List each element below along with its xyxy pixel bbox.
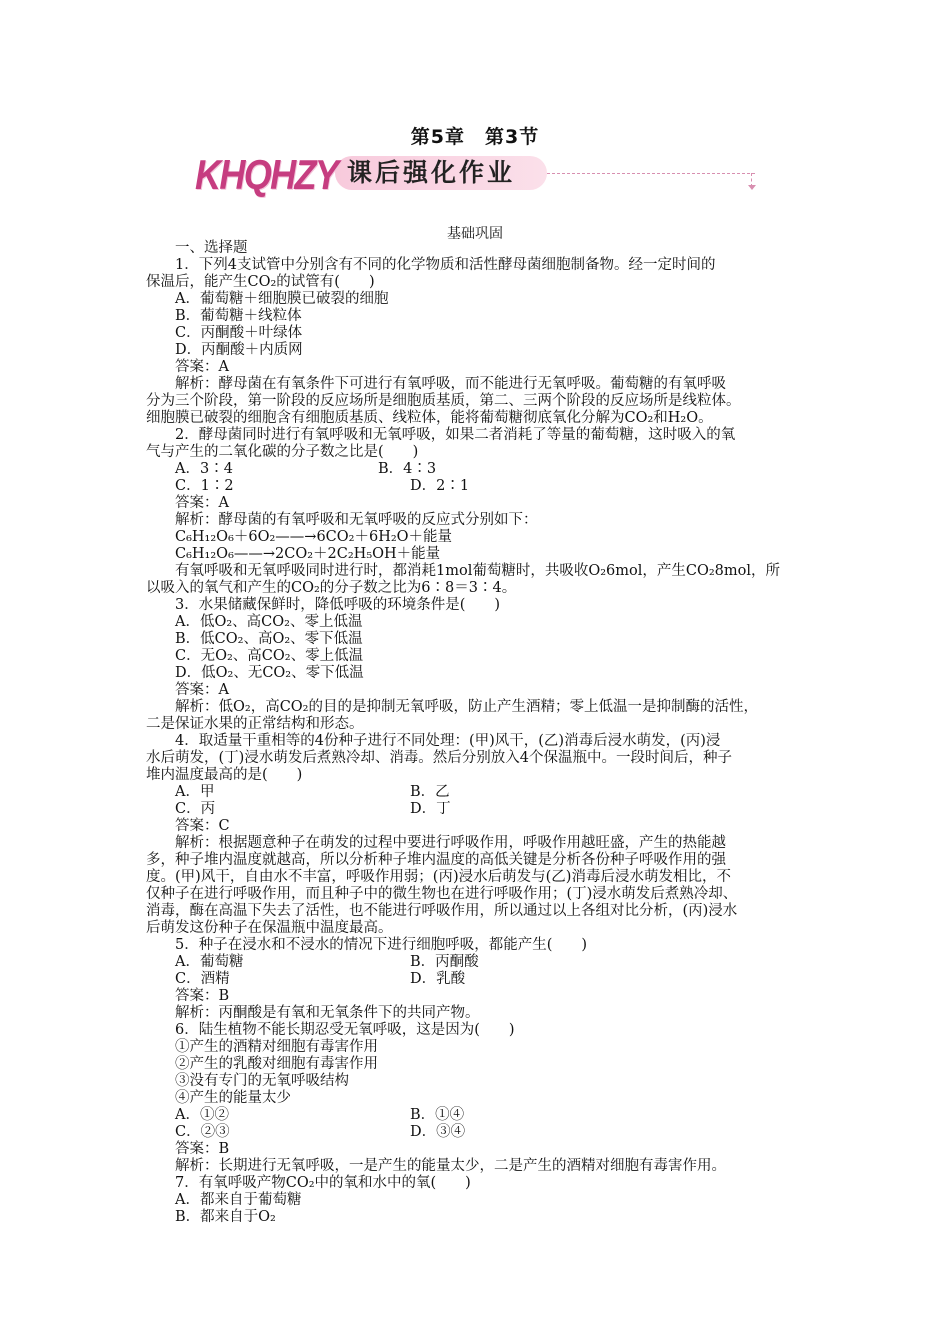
q6-option-a: A．①② (175, 1107, 229, 1123)
q3-answer: 答案：A (175, 682, 229, 698)
q2-option-b: B．4∶3 (378, 461, 437, 477)
q3-stem-line: 3．水果储藏保鲜时，降低呼吸的环境条件是( ) (175, 597, 501, 613)
question-list (146, 240, 807, 1226)
section-title: 基础巩固 (447, 226, 503, 242)
q6-option-c: C．②③ (175, 1124, 230, 1140)
q7-stem-line: 7．有氧呼吸产物CO₂中的氧和水中的氧( ) (175, 1175, 471, 1191)
q6-statement: ②产生的乳酸对细胞有毒害作用 (175, 1056, 378, 1072)
q5-stem-line: 5．种子在浸水和不浸水的情况下进行细胞呼吸，都能产生( ) (175, 937, 588, 953)
q1-explanation: 解析：酵母菌在有氧条件下可进行有氧呼吸，而不能进行无氧呼吸。葡萄糖的有氧呼吸 (175, 376, 726, 392)
q5-option-d: D．乳酸 (410, 971, 466, 987)
q6-options-row (175, 1107, 807, 1124)
q7-option-b: B．都来自于O₂ (175, 1209, 276, 1225)
q2-equation: C₆H₁₂O₆＋6O₂——→6CO₂＋6H₂O＋能量 (175, 529, 453, 545)
q4-answer: 答案：C (175, 818, 230, 834)
q7-option-a: A．都来自于葡萄糖 (175, 1192, 302, 1208)
q4-option-b: B．乙 (410, 784, 450, 800)
q2-explanation: 解析：酵母菌的有氧呼吸和无氧呼吸的反应式分别如下： (175, 512, 538, 528)
q3-option-b: B．低CO₂、高O₂、零下低温 (175, 631, 363, 647)
q6-options-row (175, 1124, 807, 1141)
q2-answer: 答案：A (175, 495, 229, 511)
q3-explanation: 解析：低O₂，高CO₂的目的是抑制无氧呼吸，防止产生酒精；零上低温一是抑制酶的活性， (175, 699, 758, 715)
q6-statement: ④产生的能量太少 (175, 1090, 291, 1106)
q4-explanation: 度。(甲)风干，自由水不丰富，呼吸作用弱；(丙)浸水后萌发与(乙)消毒后浸水萌发相比，不 (146, 869, 731, 885)
q3-option-c: C．无O₂、高CO₂、零上低温 (175, 648, 364, 664)
q5-option-a: A．葡萄糖 (175, 954, 244, 970)
q1-option-c: C．丙酮酸＋叶绿体 (175, 325, 303, 341)
q4-option-a: A．甲 (175, 784, 215, 800)
q1-explanation: 分为三个阶段，第一阶段的反应场所是细胞质基质，第二、三两个阶段的反应场所是线粒体。 (146, 393, 741, 409)
q2-stem-line: 气与产生的二氧化碳的分子数之比是( ) (146, 444, 419, 460)
q2-option-a: A．3∶4 (175, 461, 233, 477)
banner-arrow-icon (751, 173, 752, 187)
q1-option-b: B．葡萄糖＋线粒体 (175, 308, 302, 324)
q2-options-row (175, 478, 807, 495)
q4-stem-line: 水后萌发，(丁)浸水萌发后煮熟冷却、消毒。然后分别放入4个保温瓶中。一段时间后，种子 (146, 750, 733, 766)
q1-stem-line: 保温后，能产生CO₂的试管有( ) (146, 274, 375, 290)
q4-options-row (175, 784, 807, 801)
brand-logo: KHQHZY (195, 151, 338, 198)
q3-option-a: A．低O₂、高CO₂、零上低温 (175, 614, 363, 630)
q5-option-b: B．丙酮酸 (410, 954, 479, 970)
q6-stem-line: 6．陆生植物不能长期忍受无氧呼吸，这是因为( ) (175, 1022, 515, 1038)
q4-explanation: 解析：根据题意种子在萌发的过程中要进行呼吸作用，呼吸作用越旺盛，产生的热能越 (175, 835, 726, 851)
q2-option-c: C．1∶2 (175, 478, 234, 494)
chapter-heading: 第5章 第3节 (410, 126, 540, 148)
q6-statement: ③没有专门的无氧呼吸结构 (175, 1073, 349, 1089)
q1-option-d: D．丙酮酸＋内质网 (175, 342, 303, 358)
q1-stem-line: 1．下列4支试管中分别含有不同的化学物质和活性酵母菌细胞制备物。经一定时间的 (175, 257, 716, 273)
q6-answer: 答案：B (175, 1141, 230, 1157)
q2-equation: C₆H₁₂O₆——→2CO₂＋2C₂H₅OH＋能量 (175, 546, 441, 562)
q1-option-a: A．葡萄糖＋细胞膜已破裂的细胞 (175, 291, 389, 307)
q4-explanation: 后萌发这份种子在保温瓶中温度最高。 (146, 920, 393, 936)
q3-option-d: D．低O₂、无CO₂、零下低温 (175, 665, 364, 681)
q5-option-c: C．酒精 (175, 971, 230, 987)
q4-explanation: 仅种子在进行呼吸作用，而且种子中的微生物也在进行呼吸作用；(丁)浸水萌发后煮熟冷却、 (146, 886, 738, 902)
q3-explanation: 二是保证水果的正常结构和形态。 (146, 716, 364, 732)
q2-explanation: 以吸入的氧气和产生的CO₂的分子数之比为6∶8＝3∶4。 (146, 580, 517, 596)
q4-option-c: C．丙 (175, 801, 216, 817)
q4-stem-line: 堆内温度最高的是( ) (146, 767, 303, 783)
q4-option-d: D．丁 (410, 801, 451, 817)
q5-options-row (175, 954, 807, 971)
q2-option-d: D．2∶1 (410, 478, 470, 494)
q4-options-row (175, 801, 807, 818)
q2-stem-line: 2．酵母菌同时进行有氧呼吸和无氧呼吸，如果二者消耗了等量的葡萄糖，这时吸入的氧 (175, 427, 736, 443)
homework-banner (195, 152, 765, 200)
banner-dashed-line (547, 173, 755, 174)
q1-answer: 答案：A (175, 359, 229, 375)
q2-options-row (175, 461, 807, 478)
q6-option-d: D．③④ (410, 1124, 466, 1140)
part-title: 一、选择题 (175, 240, 248, 256)
q6-explanation: 解析：长期进行无氧呼吸，一是产生的能量太少，二是产生的酒精对细胞有毒害作用。 (175, 1158, 726, 1174)
banner-subtitle: 课后强化作业 (347, 158, 516, 187)
q5-explanation: 解析：丙酮酸是有氧和无氧条件下的共同产物。 (175, 1005, 480, 1021)
q1-explanation: 细胞膜已破裂的细胞含有细胞质基质、线粒体，能将葡萄糖彻底氧化分解为CO₂和H₂O。 (146, 410, 713, 426)
q5-options-row (175, 971, 807, 988)
q6-statement: ①产生的酒精对细胞有毒害作用 (175, 1039, 378, 1055)
q4-stem-line: 4．取适量干重相等的4份种子进行不同处理：(甲)风干，(乙)消毒后浸水萌发，(丙)浸 (175, 733, 721, 749)
q6-option-b: B．①④ (410, 1107, 465, 1123)
q4-explanation: 多，种子堆内温度就越高，所以分析种子堆内温度的高低关键是分析各份种子呼吸作用的强 (146, 852, 726, 868)
q2-explanation: 有氧呼吸和无氧呼吸同时进行时，都消耗1mol葡萄糖时，共吸收O₂6mol，产生CO₂8mol，所 (175, 563, 781, 579)
q5-answer: 答案：B (175, 988, 230, 1004)
q4-explanation: 消毒，酶在高温下失去了活性，也不能进行呼吸作用，所以通过以上各组对比分析，(丙)浸水 (146, 903, 738, 919)
